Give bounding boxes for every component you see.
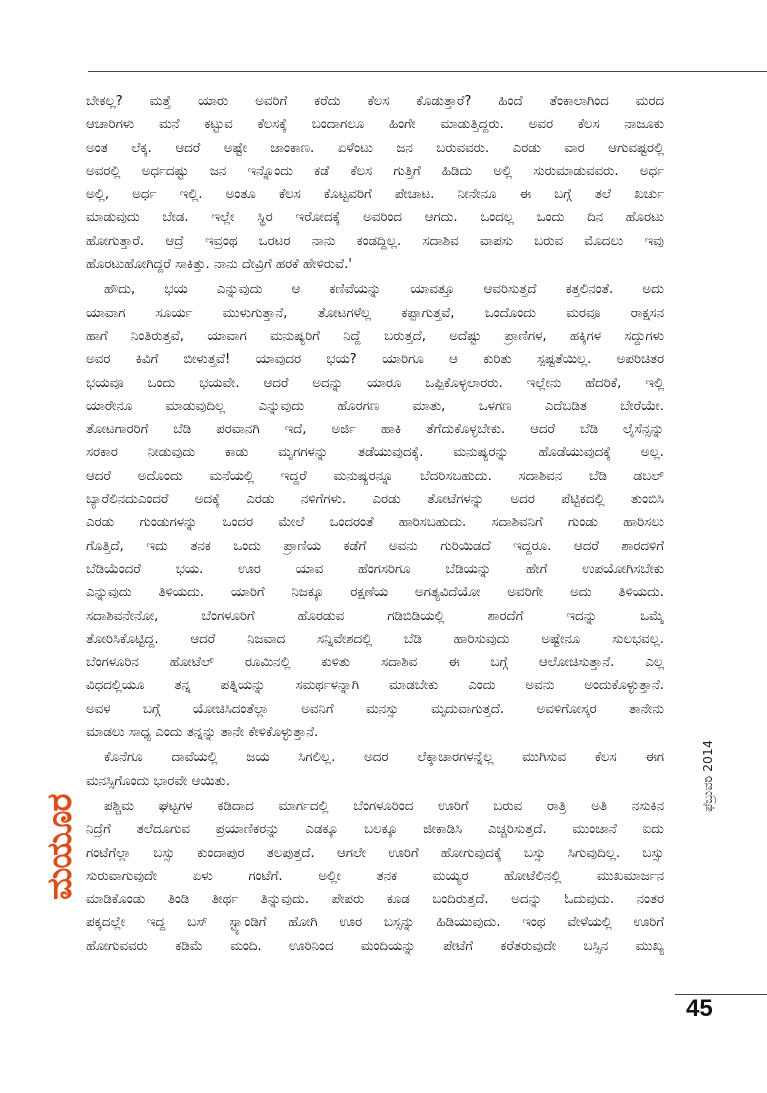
- text-line: ಸುರುವಾಗುವುದೇ ಏಳು ಗಂಟೆಗೆ. ಅಲ್ಲೀ ತನಕ ಮಯ್ಯರ ಹೋಟೆಲಿನಲ್ಲಿ ಮುಖಮಾರ್ಜನ: [86, 868, 664, 884]
- paragraph-2: [86, 278, 664, 744]
- text-line: ಅಲ್ಲಿ, ಅರ್ಧ ಇಲ್ಲಿ. ಅಂತೂ ಕೆಲಸ ಕೊಟ್ಟವರಿಗೆ ಪೇಚಾಟ. ನೀನೇನೂ ಈ ಬಗ್ಗೆ ತಲೆ ಖರ್ಚು: [86, 187, 664, 203]
- text-line: ಎನ್ನುವುದು ತಿಳಿಯದು. ಯಾರಿಗೆ ನಿಜಕ್ಕೂ ರಕ್ಷಣೆಯ ಅಗತ್ಯವಿದೆಯೋ ಅವರಿಗೇ ಅದು ತಿಳಿಯದು.: [86, 585, 664, 601]
- text-line: ಗೊತ್ತಿದೆ, ಇದು ತನಕ ಒಂದು ಪ್ರಾಣಿಯ ಕಡೆಗೆ ಅವನು ಗುರಿಯಿಡದೆ ಇದ್ದರೂ. ಆದರೆ ಶಾರದಳಿಗೆ: [86, 538, 664, 554]
- text-line: ಅಂತ ಲೆಕ್ಕ. ಆದರೆ ಅಷ್ಟೇ ಜಾಂಕಾಣ. ಏಳೆಂಟು ಜನ ಬರುವವರು. ಎರಡು ವಾರ ಆಗುವಷ್ಟರಲ್ಲಿ: [86, 140, 664, 156]
- text-line: ಬೆಡಿಯೆಂದರೆ ಭಯ. ಊರ ಯಾವ ಹೆಂಗಸರಿಗೂ ಬೆಡಿಯನ್ನು ಹೇಗೆ ಉಪಯೋಗಿಸಬೇಕು: [86, 561, 664, 577]
- text-line: ಪಶ್ಚಿಮ ಘಟ್ಟಗಳ ಕಡಿದಾದ ಮಾರ್ಗದಲ್ಲಿ ಬೆಂಗಳೂರಿಂದ ಊರಿಗೆ ಬರುವ ರಾತ್ರಿ ಅತಿ ನಸುಕಿನ: [104, 798, 664, 814]
- paragraph-3: [86, 746, 664, 793]
- text-line: ಹೋಗುವವರು ಕಡಿಮೆ ಮಂದಿ. ಊರಿನಿಂದ ಮಂದಿಯನ್ನು ಪೇಟೆಗೆ ಕರೆತರುವುದೇ ಬಸ್ಸಿನ ಮುಖ್ಯ: [86, 938, 664, 954]
- paragraph-1: [86, 90, 664, 276]
- text-line: ಬ್ಯಾರೆಲಿನದುಎಂದರೆ ಅದಕ್ಕೆ ಎರಡು ನಳಿಗೆಗಳು. ಎರಡು ತೋಟೆಗಳನ್ನು ಅದರ ಪೆಟ್ಟಿಕದಲ್ಲಿ ತುಂಬಿಸಿ: [86, 492, 664, 508]
- issue-date: ಫೆಬ್ರುವರಿ 2014: [700, 740, 715, 812]
- text-line: ಯಾವಾಗ ಸೂರ್ಯ ಮುಳುಗುತ್ತಾನೆ, ತೋಟಗಳೆಲ್ಲ ಕಪ್ಪಾಗುತ್ತವೆ, ಒಂದೊಂದು ಮರವೂ ರಾಕ್ಷಸನ: [86, 305, 664, 321]
- page-number: 45: [686, 995, 713, 1022]
- text-line: ಯಾರೇನೂ ಮಾಡುವುದಿಲ್ಲ ಎನ್ನುವುದು ಹೊರಗಣ ಮಾತು, ಒಳಗಣ ಎದೆಬಡಿತ ಬೇರೆಯೇ.: [86, 398, 664, 414]
- header-rule: [88, 71, 767, 72]
- text-line: ಹಾಗೆ ನಿಂತಿರುತ್ತವೆ, ಯಾವಾಗ ಮನುಷ್ಯರಿಗೆ ನಿದ್ದೆ ಬರುತ್ತದೆ, ಅದೆಷ್ಟು ಪ್ರಾಣಿಗಳ, ಹಕ್ಕಿಗಳ ಸದ್ದುಗಳು: [86, 328, 664, 344]
- text-line: ಪಕ್ಕದಲ್ಲೇ ಇದ್ದ ಬಸ್ ಸ್ಟ್ಯಾಂಡಿಗೆ ಹೋಗಿ ಊರ ಬಸ್ಸನ್ನು ಹಿಡಿಯುವುದು. ಇಂಥ ವೇಳೆಯಲ್ಲಿ ಊರಿಗೆ: [86, 915, 664, 931]
- text-line: ಸದಾಶಿವನೇನೋ, ಬೆಂಗಳೂರಿಗೆ ಹೊರಡುವ ಗಡಿಬಿಡಿಯಲ್ಲಿ ಶಾರದೆಗೆ ಇದನ್ನು ಒಮ್ಮೆ: [86, 608, 664, 624]
- text-line: ತೋಟಗಾರರಿಗೆ ಬೆಡಿ ಪರವಾನಗಿ ಇದೆ, ಅರ್ಜಿ ಹಾಕಿ ತೆಗೆದುಕೊಳ್ಳಬೇಕು. ಆದರೆ ಬೆಡಿ ಲೈಸೆನ್ಸನ್ನು: [86, 422, 664, 438]
- text-line: ನಿದ್ರೆಗೆ ತಲೆದೂಗುವ ಪ್ರಯಾಣಿಕರನ್ನು ಎಡಕ್ಕೂ ಬಲಕ್ಕೂ ಜೀಕಾಡಿಸಿ ಎಚ್ಚರಿಸುತ್ತದೆ. ಮುಂಜಾನೆ ಐದು: [86, 822, 664, 838]
- text-line: ಎರಡು ಗುಂಡುಗಳನ್ನು ಒಂದರ ಮೇಲೆ ಒಂದರಂತೆ ಹಾರಿಸಬಹುದು. ಸದಾಶಿವನಿಗೆ ಗುಂಡು ಹಾರಿಸಲು: [86, 515, 664, 531]
- text-line: ತೋರಿಸಿಕೊಟ್ಟಿದ್ದ. ಆದರೆ ನಿಜವಾದ ಸನ್ನಿವೇಶದಲ್ಲಿ ಬೆಡಿ ಹಾರಿಸುವುದು ಅಷ್ಟೇನೂ ಸುಲಭವಲ್ಲ.: [86, 631, 664, 647]
- text-line: ಆಚಾರಿಗಳು ಮನೆ ಕಟ್ಟುವ ಕೆಲಸಕ್ಕೆ ಬಂದಾಗಲೂ ಹಿಂಗೇ ಮಾಡುತ್ತಿದ್ದರು. ಅವರ ಕೆಲಸ ನಾಜೂಕು: [86, 117, 664, 133]
- text-line: ಭಯವೂ ಒಂದು ಭಯವೇ. ಆದರೆ ಅದನ್ನು ಯಾರೂ ಒಪ್ಪಿಕೊಳ್ಳಲಾರರು. ಇಲ್ಲೇನು ಹೆದರಿಕೆ, ಇಲ್ಲಿ: [86, 375, 664, 391]
- text-line: ಅವರಲ್ಲಿ ಅರ್ಧದಷ್ಟು ಜನ ಇನ್ನೊಂದು ಕಡೆ ಕೆಲಸ ಗುತ್ತಿಗೆ ಹಿಡಿದು ಅಲ್ಲಿ ಸುರುಮಾಡುವವರು. ಅರ್ಧ: [86, 163, 664, 179]
- text-line: ಹೋಗುತ್ತಾರೆ. ಆದ್ರೆ ಇವ್ರಂಥ ಒರಟರ ನಾನು ಕಂಡದ್ದಿಲ್ಲ. ಸದಾಶಿವ ವಾಪಸು ಬರುವ ಮೊದಲು ಇವು: [86, 233, 664, 249]
- text-line: ಮಾಡುವುದು ಬೇಡ. ಇಲ್ಲೇ ಸ್ಥಿರ ಇರೋದಕ್ಕೆ ಅವರಿಂದ ಆಗದು. ಒಂದಲ್ಲ ಒಂದು ದಿನ ಹೊರಟು: [86, 210, 664, 226]
- magazine-title: ಮಯೂರ: [40, 794, 80, 900]
- text-line: ಅವಳ ಬಗ್ಗೆ ಯೋಚಿಸಿದಂತೆಲ್ಲಾ ಅವನಿಗೆ ಮನಸ್ಸು ಮೃದುವಾಗುತ್ತದೆ. ಅವಳಿಗೋಸ್ಕರ ತಾನೇನು: [86, 701, 664, 717]
- text-line: ಹೌದು, ಭಯ ಎನ್ನುವುದು ಆ ಕಣಿವೆಯನ್ನು ಯಾವತ್ತೂ ಆವರಿಸುತ್ತದೆ ಕತ್ತಲಿನಂತೆ. ಅದು: [104, 282, 664, 298]
- paragraph-4: [86, 795, 664, 958]
- text-line: ಮಾಡಲು ಸಾಧ್ಯ ಎಂದು ತನ್ನನ್ನು ತಾನೇ ಕೇಳಿಕೊಳ್ಳುತ್ತಾನೆ.: [86, 725, 319, 741]
- text-line: ಆದರೆ ಅದೊಂದು ಮನೆಯಲ್ಲಿ ಇದ್ದರೆ ಮನುಷ್ಯರನ್ನೂ ಬೆದರಿಸಬಹುದು. ಸದಾಶಿವನ ಬೆಡಿ ಡಬಲ್: [86, 468, 664, 484]
- text-line: ಮಾಡಿಕೊಂಡು ತಿಂಡಿ ತೀರ್ಥ ತಿನ್ನುವುದು. ಪೇಪರು ಕೂಡ ಬಂದಿರುತ್ತದೆ. ಅದನ್ನು ಓದುವುದು. ನಂತರ: [86, 892, 664, 908]
- text-line: ಬೇಕಲ್ಲ? ಮತ್ತೆ ಯಾರು ಅವರಿಗೆ ಕರೆದು ಕೆಲಸ ಕೊಡುತ್ತಾರೆ? ಹಿಂದೆ ತೆಂಕಾಲಾಗಿಂದ ಮರದ: [86, 94, 664, 109]
- text-line: ಬೆಂಗಳೂರಿನ ಹೋಟೆಲ್ ರೂಮಿನಲ್ಲಿ ಕುಳಿತು ಸದಾಶಿವ ಈ ಬಗ್ಗೆ ಆಲೋಚಿಸುತ್ತಾನೆ. ಎಲ್ಲ: [86, 655, 664, 671]
- text-line: ಮನಸ್ಸಿಗೊಂದು ಭಾರವೇ ಆಯಿತು.: [86, 773, 231, 789]
- text-line: ಹೊರಟುಹೋಗಿದ್ದರೆ ಸಾಕಿತ್ತು. ನಾನು ದೇವ್ರಿಗೆ ಹರಕೆ ಹೇಳಿರುವೆ.': [86, 257, 352, 273]
- text-line: ವಿಧದಲ್ಲಿಯೂ ತನ್ನ ಪತ್ನಿಯನ್ನು ಸಮರ್ಥಳನ್ನಾಗಿ ಮಾಡಬೇಕು ಎಂದು ಅವನು ಅಂದುಕೊಳ್ಳುತ್ತಾನೆ.: [86, 678, 664, 694]
- text-line: ಕೊನೆಗೂ ದಾವೆಯಲ್ಲಿ ಜಯ ಸಿಗಲಿಲ್ಲ. ಅದರ ಲೆಕ್ಕಾಚಾರಗಳನ್ನೆಲ್ಲ ಮುಗಿಸುವ ಕೆಲಸ ಈಗ: [104, 750, 664, 766]
- article-body: [86, 90, 664, 958]
- text-line: ಸರಕಾರ ನೀಡುವುದು ಕಾಡು ಮೃಗಗಳನ್ನು ತಡೆಯುವುದಕ್ಕೆ. ಮನುಷ್ಯರನ್ನು ಹೊಡೆಯುವುದಕ್ಕೆ ಅಲ್ಲ.: [86, 445, 664, 461]
- text-line: ಅವರ ಕಿವಿಗೆ ಬೀಳುತ್ತವೆ! ಯಾವುದರ ಭಯ? ಯಾರಿಗೂ ಆ ಕುರಿತು ಸ್ಪಷ್ಟತೆಯಿಲ್ಲ. ಅಪರಿಚಿತರ: [86, 352, 664, 368]
- text-line: ಗಂಟೆಗೆಲ್ಲಾ ಬಸ್ಸು ಕುಂದಾಪುರ ತಲಪುತ್ತದೆ. ಆಗಲೇ ಊರಿಗೆ ಹೋಗುವುದಕ್ಕೆ ಬಸ್ಸು ಸಿಗುವುದಿಲ್ಲ. ಬಸ್ಸು: [86, 845, 664, 861]
